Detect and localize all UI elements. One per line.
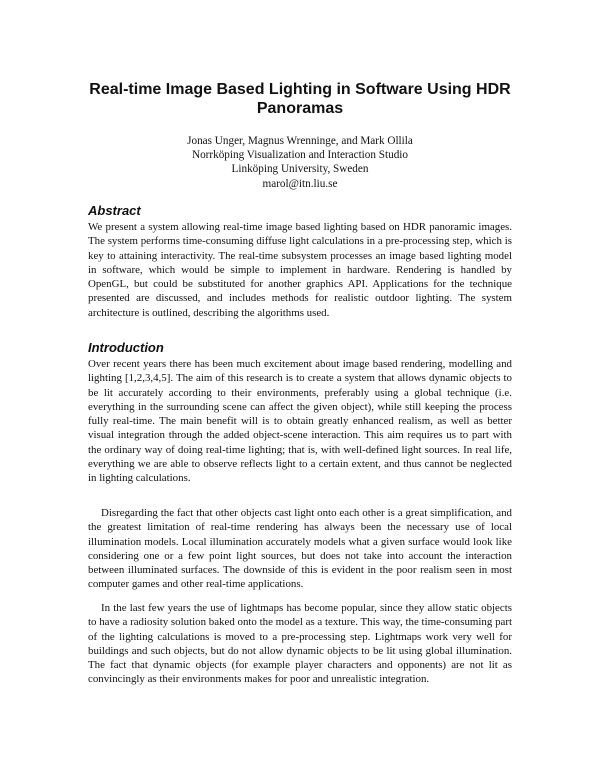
intro-paragraph-3: In the last few years the use of lightmaps has become popular, since they allow static objects to have a radiosity solution baked onto the model as a texture. This way, the time-consuming part of the lighting calculations is moved to a pre-processing step. Lightmaps work very well for buildings and such objects, but do not allow dynamic objects to be lit using global illumination. The fact that dynamic objects (for example player characters and opponents) are not lit as convincingly as their environments makes for poor and unrealistic integration. (88, 602, 512, 686)
intro-paragraph-1: Over recent years there has been much excitement about image based rendering, modelling and lighting [1,2,3,4,5]. The aim of this research is to create a system that allows dynamic objects to be lit accurately according to their environments, preferably using a global technique (i.e. everything in the surrounding scene can affect the given object), while still keeping the process fully real-time. The main benefit will is to obtain greatly enhanced realism, as well as better visual integration through the added object-scene interaction. This aim requires us to part with the ordinary way of doing real-time lighting; that is, with well-defined light sources. In real life, everything we are able to observe reflects light to a certain extent, and thus cannot be neglected in lighting calculations. (88, 358, 512, 485)
abstract-heading: Abstract (88, 203, 141, 218)
abstract-paragraph: We present a system allowing real-time image based lighting based on HDR panoramic images. The system performs time-consuming diffuse light calculations in a pre-processing step, which is key to attaining interactivity. The real-time subsystem processes an image based lighting model in software, which would be simple to implement in hardware. Rendering is handled by OpenGL, but could be substituted for another graphics API. Applications for the technique presented are discussed, and includes methods for realistic outdoor lighting. The system architecture is outlined, describing the algorithms used. (88, 221, 512, 319)
author-names: Jonas Unger, Magnus Wrenninge, and Mark Ollila (187, 135, 413, 147)
introduction-heading: Introduction (88, 340, 164, 355)
intro-paragraph-2: Disregarding the fact that other objects cast light onto each other is a great simplification, and the greatest limitation of real-time rendering has always been the necessary use of local illumination models. Local illumination accurately models what a given surface would look like considering one or a few point light sources, but does not take into account the interaction between illuminated surfaces. The downside of this is evident in the poor realism seen in most computer games and other real-time applications. (88, 507, 512, 591)
author-university: Linköping University, Sweden (231, 163, 369, 176)
author-email: marol@itn.liu.se (262, 177, 338, 190)
author-block (100, 134, 500, 191)
author-affiliation: Norrköping Visualization and Interaction Studio (192, 149, 408, 162)
paper-title: Real-time Image Based Lighting in Software Using HDR Panoramas (89, 81, 511, 117)
